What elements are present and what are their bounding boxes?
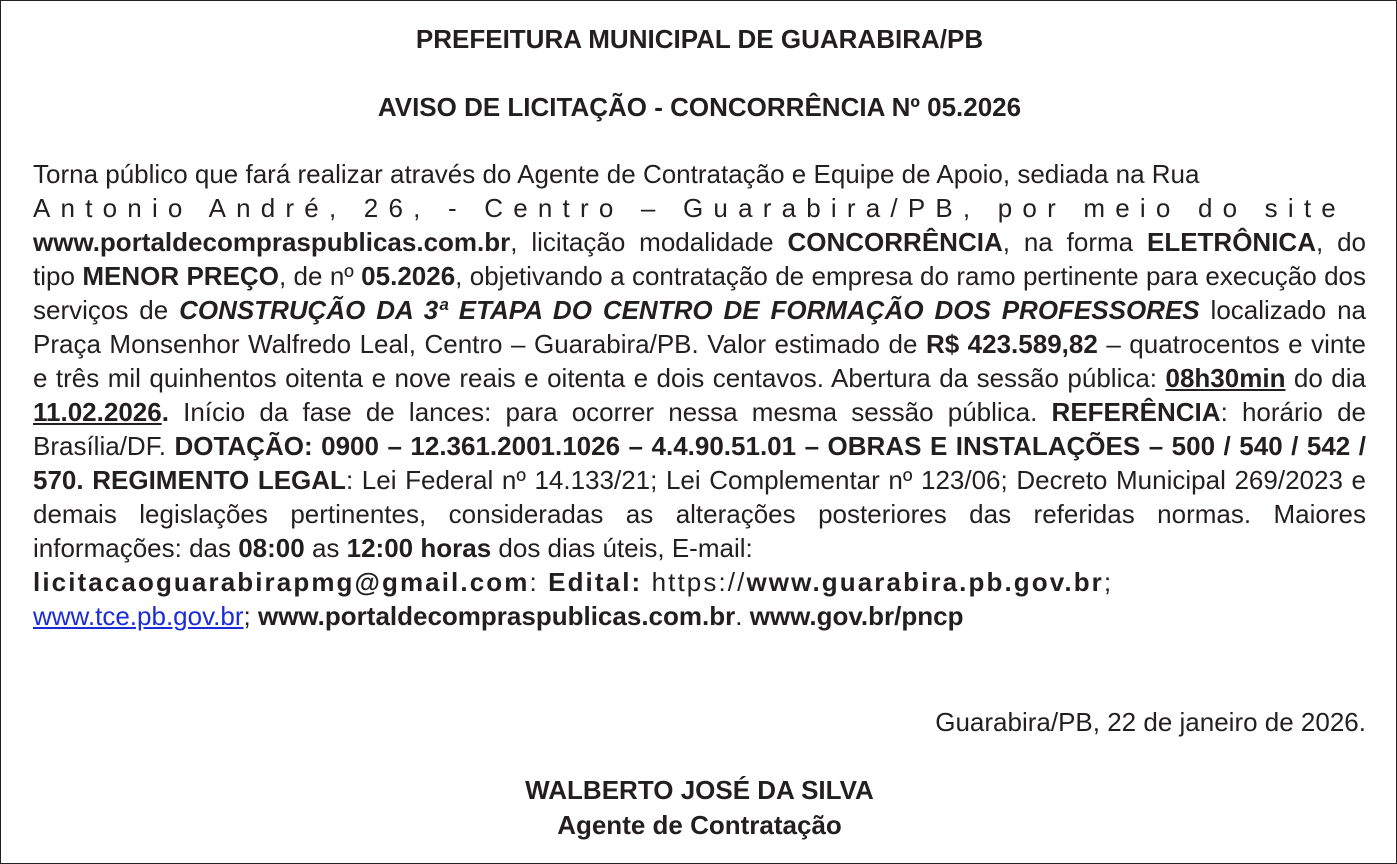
hours-start: 08:00 bbox=[238, 533, 305, 563]
form-type: ELETRÔNICA bbox=[1146, 227, 1316, 257]
body-text: . bbox=[161, 397, 169, 427]
body-text: Início da fase de lances: para ocorrer nessa mesma sessão pública. bbox=[168, 397, 1052, 427]
signer-name: WALBERTO JOSÉ DA SILVA bbox=[525, 775, 874, 805]
body-text: , de nº bbox=[278, 261, 362, 291]
pncp-site: www.gov.br/pncp bbox=[749, 601, 964, 631]
process-number: 05.2026 bbox=[361, 261, 456, 291]
modality: CONCORRÊNCIA bbox=[787, 227, 1003, 257]
body-text: Torna público que fará realizar através do Agente de Contratação e Equipe de Apoio, sediada na Rua bbox=[33, 159, 1200, 189]
portal-site-repeat: www.portaldecompraspublicas.com.br bbox=[257, 601, 736, 631]
body-text: as bbox=[304, 533, 347, 563]
opening-date: 11.02.2026 bbox=[33, 397, 162, 427]
object-description: CONSTRUÇÃO DA 3ª ETAPA DO CENTRO DE FORMAÇÃO DOS PROFESSORES bbox=[179, 295, 1200, 325]
contact-email: licitacaoguarabirapmg@gmail.com bbox=[33, 567, 530, 597]
body-text: . bbox=[735, 601, 750, 631]
signer-role: Agente de Contratação bbox=[557, 810, 842, 840]
body-text: ; bbox=[243, 601, 258, 631]
body-text: , licitação modalidade bbox=[510, 227, 788, 257]
place-date: Guarabira/PB, 22 de janeiro de 2026. bbox=[935, 707, 1366, 737]
portal-site: www.portaldecompraspublicas.com.br bbox=[33, 227, 511, 257]
body-text: – quatrocentos e vinte e três mil quinhentos oitenta e nove reais e oitenta e dois centavos. Abertura da sessão pública: bbox=[33, 329, 1366, 393]
guarabira-site: www.guarabira.pb.gov.br bbox=[746, 567, 1104, 597]
body-text: , na forma bbox=[1002, 227, 1147, 257]
institution-heading: PREFEITURA MUNICIPAL DE GUARABIRA/PB bbox=[415, 24, 984, 54]
body-text: localizado na Praça Monsenhor Walfredo Leal, Centro – Guarabira/PB. Valor estimado de bbox=[33, 295, 1366, 359]
body-text: : bbox=[529, 567, 549, 597]
body-text: : Lei Federal nº 14.133/21; Lei Complementar nº 123/06; Decreto Municipal 269/2023 e demais legislações pertinentes, consideradas as alterações posteriores das referidas normas. Maiores informações: das bbox=[33, 465, 1366, 563]
notice-title: AVISO DE LICITAÇÃO - CONCORRÊNCIA Nº 05.2026 bbox=[377, 92, 1022, 122]
reference-label: REFERÊNCIA bbox=[1051, 397, 1221, 427]
body-text: , do tipo bbox=[33, 227, 1367, 291]
award-criterion: MENOR PREÇO bbox=[82, 261, 279, 291]
body-address: Antonio André, 26, - Centro – Guarabira/PB, por meio do site bbox=[33, 193, 1346, 223]
hours-end: 12:00 horas bbox=[346, 533, 492, 563]
notice-body bbox=[33, 157, 1366, 633]
body-text: https:// bbox=[642, 567, 747, 597]
body-text: , objetivando a contratação de empresa do ramo pertinente para execução dos serviços de bbox=[33, 261, 1366, 325]
opening-time: 08h30min bbox=[1165, 363, 1286, 393]
tce-link[interactable]: www.tce.pb.gov.br bbox=[33, 601, 244, 631]
body-text: ; bbox=[1103, 567, 1114, 597]
budget-allocation: DOTAÇÃO: 0900 – 12.361.2001.1026 – 4.4.90.51.01 – OBRAS E INSTALAÇÕES – 500 / 540 / 542 / 570. REGIMENTO LEGAL bbox=[33, 431, 1366, 495]
estimated-value: R$ 423.589,82 bbox=[925, 329, 1098, 359]
edital-label: Edital: bbox=[548, 567, 643, 597]
body-text: do dia bbox=[1285, 363, 1366, 393]
body-text: dos dias úteis, E-mail: bbox=[491, 533, 753, 563]
body-text: : horário de Brasília/DF. bbox=[33, 397, 1366, 461]
